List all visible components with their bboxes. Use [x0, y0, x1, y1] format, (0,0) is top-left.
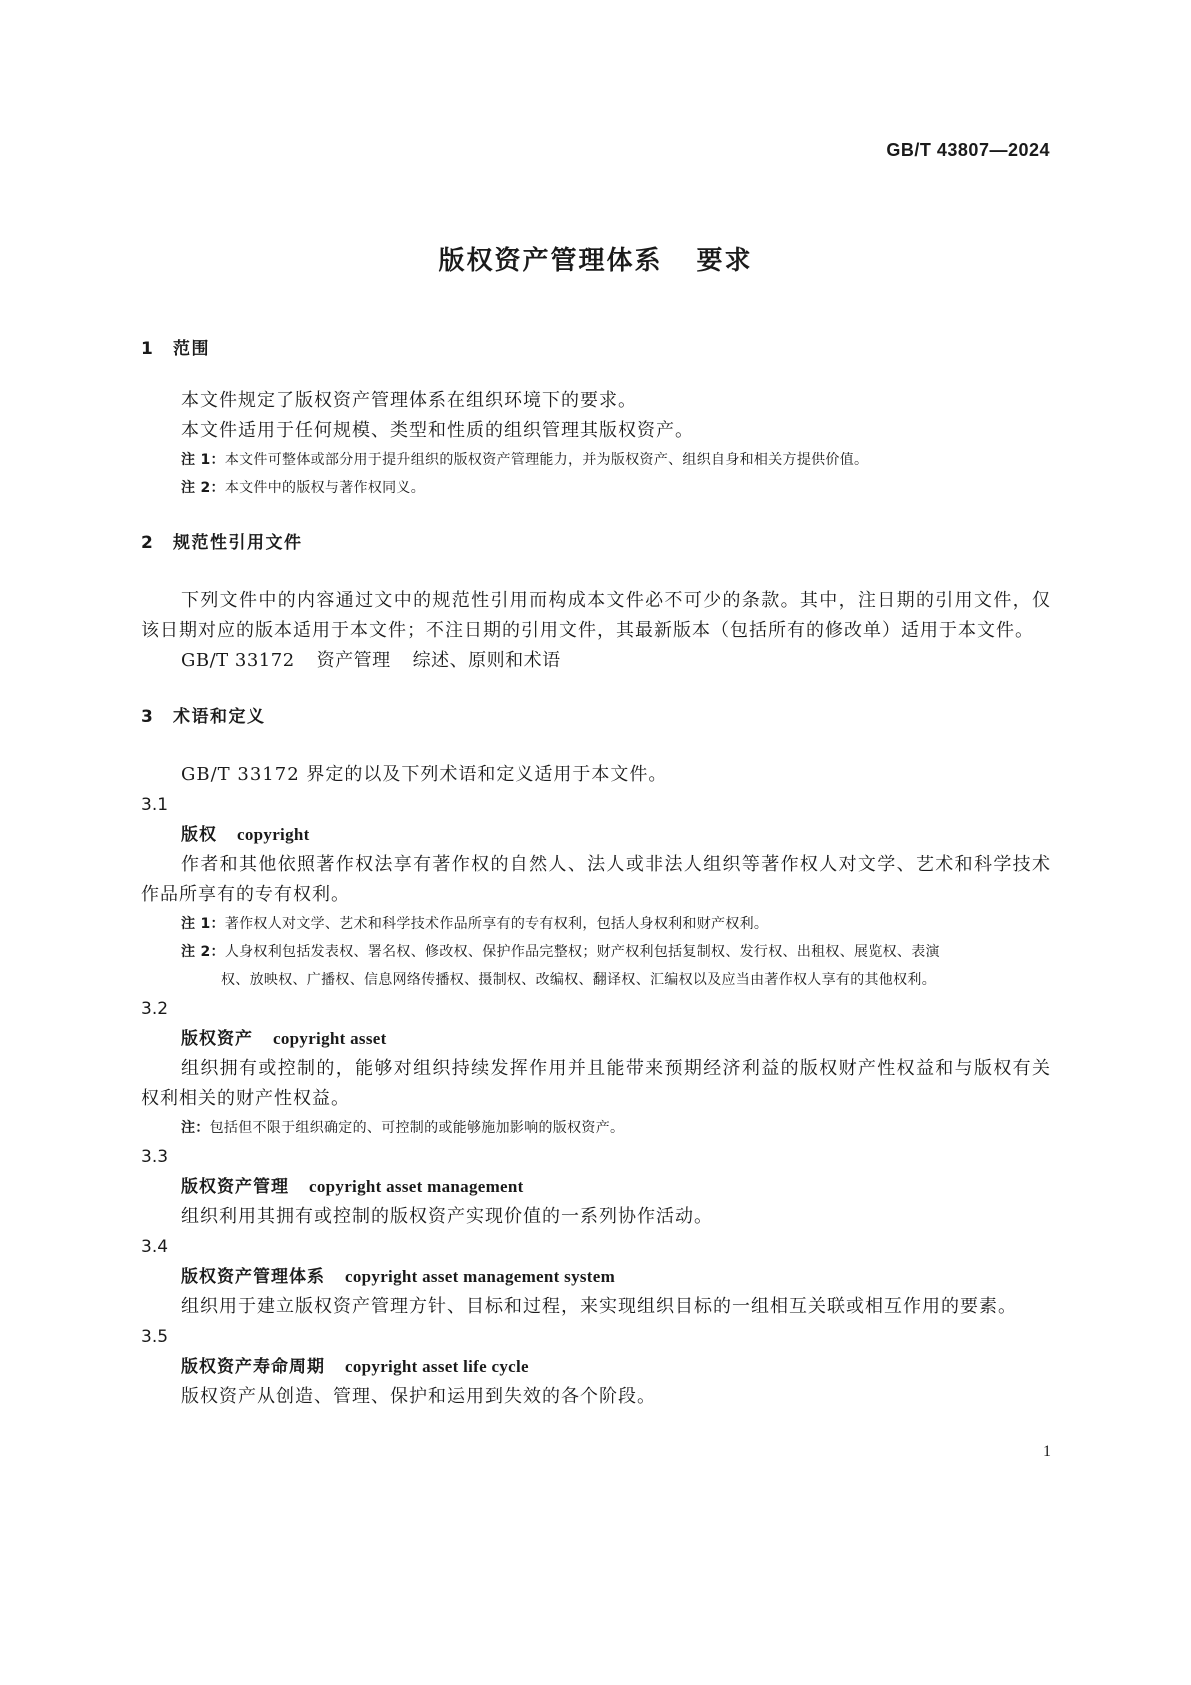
note-label: 注 2：: [181, 944, 225, 960]
term-en: copyright asset life cycle: [345, 1357, 529, 1376]
note-text: 权、放映权、广播权、信息网络传播权、摄制权、改编权、翻译权、汇编权以及应当由著作权人享有的其他权利。: [221, 972, 936, 988]
term-entry: [141, 1262, 1051, 1292]
clause-number: 3.3: [141, 1147, 169, 1167]
paragraph: 下列文件中的内容通过文中的规范性引用而构成本文件必不可少的条款。其中，注日期的引用文件，仅该日期对应的版本适用于本文件；不注日期的引用文件，其最新版本（包括所有的修改单）适用于本文件。: [141, 590, 1051, 641]
paragraph: GB/T 33172 界定的以及下列术语和定义适用于本文件。: [181, 764, 668, 785]
note-text: 本文件中的版权与著作权同义。: [224, 480, 426, 496]
standard-code: GB/T 43807—2024: [886, 140, 1050, 160]
term-entry: [141, 1024, 1051, 1054]
note: [141, 1114, 1051, 1142]
term-en: copyright asset: [273, 1029, 387, 1048]
term-zh: 版权: [181, 825, 217, 845]
term-entry: [141, 820, 1051, 850]
section-heading-scope: [141, 338, 1051, 360]
term-zh: 版权资产: [181, 1029, 253, 1049]
term-zh: 版权资产寿命周期: [181, 1357, 325, 1377]
reference-title-part: 资产管理: [316, 650, 391, 671]
note-label: 注 1：: [181, 916, 225, 932]
section-number: 1: [141, 339, 153, 359]
note-text: 包括但不限于组织确定的、可控制的或能够施加影响的版权资产。: [209, 1120, 625, 1136]
term-entry: [141, 1352, 1051, 1382]
clause-number: 3.4: [141, 1237, 169, 1257]
reference-code: GB/T 33172: [181, 650, 295, 671]
section-title: 范围: [173, 339, 210, 359]
term-en: copyright: [237, 825, 310, 844]
note: [141, 910, 1051, 938]
reference-entry: [141, 646, 1051, 676]
definition: 组织拥有或控制的，能够对组织持续发挥作用并且能带来预期经济利益的版权财产性权益和与版权有关权利相关的财产性权益。: [141, 1058, 1051, 1109]
title-main: 版权资产管理体系: [438, 246, 663, 276]
note-label: 注 1：: [181, 452, 225, 468]
section-title: 规范性引用文件: [173, 533, 303, 553]
term-entry: [141, 1172, 1051, 1202]
note: [141, 938, 1051, 994]
reference-title-part: 综述、原则和术语: [412, 650, 561, 671]
term-en: copyright asset management: [309, 1177, 524, 1196]
term-zh: 版权资产管理: [181, 1177, 289, 1197]
note-text: 人身权利包括发表权、署名权、修改权、保护作品完整权；财产权利包括复制权、发行权、出租权、展览权、表演: [224, 944, 940, 960]
section-title: 术语和定义: [173, 707, 266, 727]
section-heading-normative-references: [141, 532, 1051, 554]
note: [141, 446, 1051, 474]
paragraph: 本文件适用于任何规模、类型和性质的组织管理其版权资产。: [181, 420, 694, 441]
document-body: [141, 338, 1051, 1412]
section-heading-terms-definitions: [141, 706, 1051, 728]
term-zh: 版权资产管理体系: [181, 1267, 325, 1287]
definition: 组织用于建立版权资产管理方针、目标和过程，来实现组织目标的一组相互关联或相互作用的要素。: [181, 1296, 1017, 1317]
page-number: 1: [1043, 1443, 1051, 1460]
section-number: 3: [141, 707, 153, 727]
clause-number: 3.1: [141, 795, 169, 815]
note-label: 注：: [181, 1120, 210, 1136]
section-number: 2: [141, 533, 153, 553]
definition: 作者和其他依照著作权法享有著作权的自然人、法人或非法人组织等著作权人对文学、艺术和科学技术作品所享有的专有权利。: [141, 854, 1051, 905]
document-title: [0, 240, 1191, 277]
note-text: 著作权人对文学、艺术和科学技术作品所享有的专有权利，包括人身权利和财产权利。: [224, 916, 769, 932]
clause-number: 3.2: [141, 999, 169, 1019]
definition: 版权资产从创造、管理、保护和运用到失效的各个阶段。: [181, 1386, 656, 1407]
note: [141, 474, 1051, 502]
term-en: copyright asset management system: [345, 1267, 616, 1286]
note-label: 注 2：: [181, 480, 225, 496]
clause-number: 3.5: [141, 1327, 169, 1347]
paragraph: 本文件规定了版权资产管理体系在组织环境下的要求。: [181, 390, 637, 411]
definition: 组织利用其拥有或控制的版权资产实现价值的一系列协作活动。: [181, 1206, 713, 1227]
title-sub: 要求: [696, 246, 753, 276]
note-text: 本文件可整体或部分用于提升组织的版权资产管理能力，并为版权资产、组织自身和相关方提供价值。: [224, 452, 869, 468]
